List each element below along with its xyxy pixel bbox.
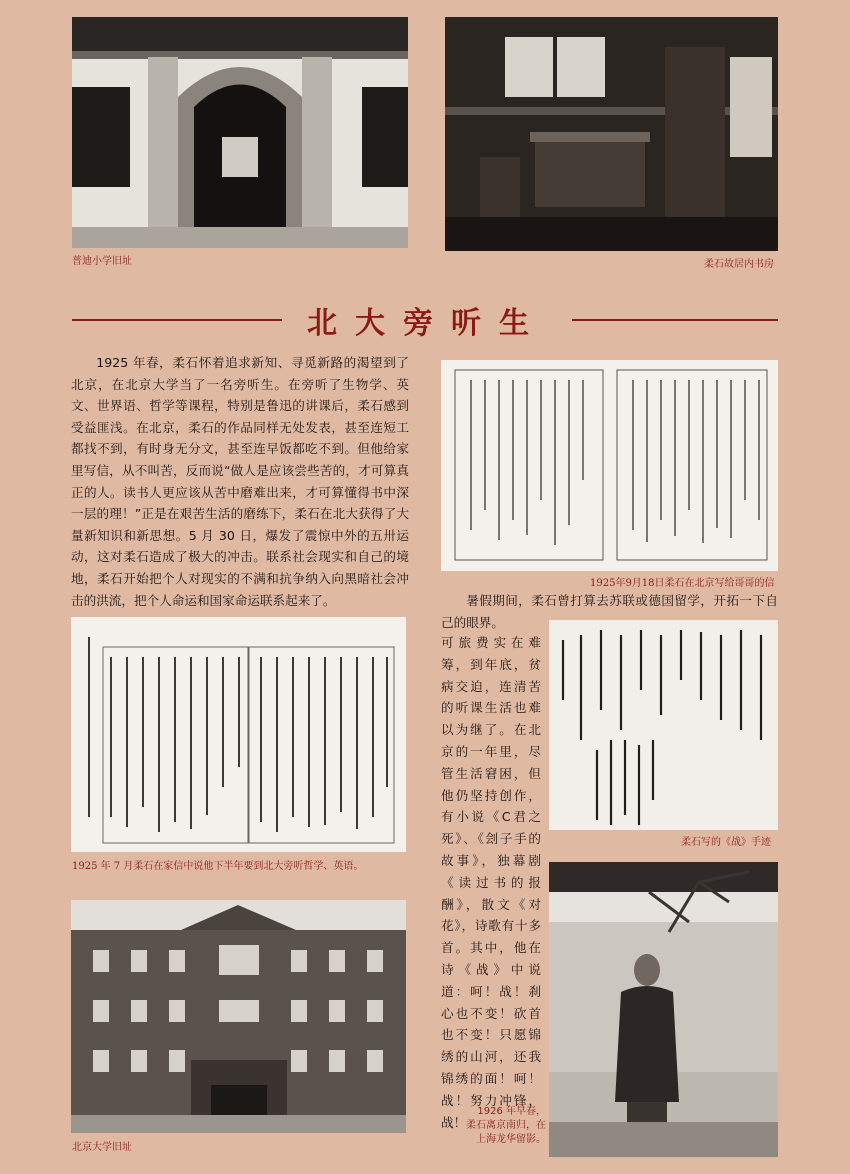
letter-brother-image (441, 360, 778, 571)
peking-university-caption: 北京大学旧址 (72, 1142, 132, 1153)
paragraph2-top: 暑假期间，柔石曾打算去苏联或德国留学，开拓一下自己的眼界。 (441, 593, 778, 630)
war-manuscript-caption: 柔石写的《战》手迹 (681, 837, 771, 848)
section-title: 北大旁听生 (307, 306, 547, 341)
study-photo (445, 17, 778, 251)
letter-home-caption: 1925 年 7 月柔石在家信中说他下半年要到北大旁听哲学、英语。 (72, 861, 364, 872)
school-caption: 普迪小学旧址 (72, 256, 132, 267)
peking-university-photo (71, 900, 406, 1133)
title-rule-right (572, 319, 778, 321)
study-caption: 柔石故居内书房 (704, 259, 774, 270)
paragraph2-column: 可旅费实在难筹，到年底，贫病交迫，连清苦的听课生活也难以为继了。在北京的一年里，尽管生活窘困，但他仍坚持创作，有小说《C君之死》、《刽子手的故事》，独幕剧《读过书的报酬》，散文《对花》，诗歌有十多首。其中，他在诗《战》中说道：呵！战！刹心也不变！砍首也不变！只愿锦绣的山河，还我锦绣的面！呵！战！努力冲锋，战！ (441, 635, 541, 1130)
main-paragraph: 1925 年春，柔石怀着追求新知、寻觅新路的渴望到了北京，在北京大学当了一名旁听生。在旁听了生物学、英文、世界语、哲学等课程，特别是鲁迅的讲课后，柔石感到受益匪浅。在北京，柔石的作品同样无处发表，甚至连短工都找不到，有时身无分文，甚至连早饭都吃不到。但他给家里写信，从不叫苦，反而说“做人是应该尝些苦的，才可算真正的人。读书人更应该从苦中磨难出来，才可算懂得书中深一层的理！”正是在艰苦生活的磨练下，柔石在北大获得了大量新知识和新思想。5 月 30 日，爆发了震惊中外的五卅运动，这对柔石造成了极大的冲击。联系社会现实和自己的境地，柔石开始把个人对现实的不满和抗争纳入向黑暗社会冲击的洪流，把个人命运和国家命运联系起来了。 (71, 355, 409, 608)
school-photo (72, 17, 408, 248)
letter-home-image (71, 617, 406, 852)
portrait-caption: 1926 年早春， 柔石离京南归，在 上海龙华留影。 (466, 1106, 546, 1145)
war-manuscript-image (549, 620, 778, 830)
title-rule-left (72, 319, 282, 321)
letter-brother-caption: 1925年9月18日柔石在北京写给哥哥的信 (590, 578, 775, 589)
portrait-photo (549, 862, 778, 1157)
